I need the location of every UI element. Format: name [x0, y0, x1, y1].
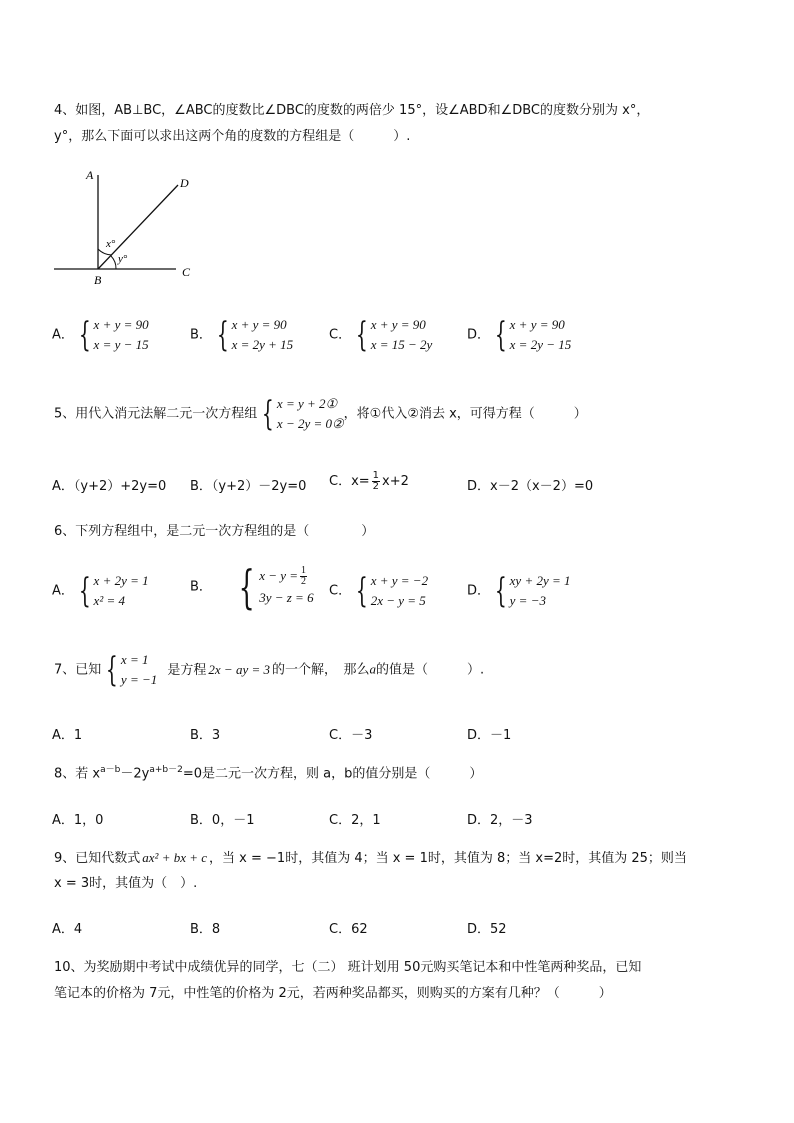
equation: x = 2y − 15 [509, 337, 572, 353]
q7-text: 的一个解， 那么 [272, 662, 370, 678]
equation-part: x − y = [259, 567, 299, 583]
q7-option-d[interactable]: D．－1 [467, 728, 512, 743]
q6-option-a[interactable]: A． { x + 2y = 1 x² = 4 [52, 571, 149, 612]
q5-option-a[interactable]: A．（y+2）+2y=0 [52, 479, 167, 494]
q7-option-c[interactable]: C．－3 [329, 728, 373, 743]
label-A: A [86, 168, 94, 182]
equation: xy + 2y = 1 [509, 573, 571, 588]
q4-stem-line1: 4、如图，AB⊥BC，∠ABC的度数比∠DBC的度数的两倍少 15°，设∠ABD和∠DBC的度数分别为 x°， [54, 103, 650, 118]
q7-option-b[interactable]: B．3 [190, 728, 221, 743]
equation: x + y = 90 [370, 317, 426, 332]
q8-text: 8、若 x [54, 766, 101, 782]
equation [259, 566, 313, 588]
q5-option-c[interactable] [329, 470, 409, 493]
fraction-denominator: 2 [372, 481, 380, 492]
label-B: B [94, 273, 102, 287]
q6-option-d[interactable]: D． { xy + 2y = 1 y = −3 [467, 571, 571, 612]
equation: x + y = 90 [231, 317, 287, 332]
equation: x + y = −2 [370, 573, 429, 588]
q8-option-a[interactable]: A．1，0 [52, 813, 104, 828]
label-D: D [180, 176, 189, 190]
q8-text: －2y [120, 766, 150, 782]
q7-text: 是方程 [167, 662, 207, 678]
q5-stem: 5、用代入消元法解二元一次方程组 { x = y + 2① x − 2y = 0② ，将①代入②消去 x，可得方程（ ） [54, 394, 587, 435]
q8-option-d[interactable]: D．2，－3 [467, 813, 533, 828]
equation: x + y = 90 [509, 317, 565, 332]
q8-stem [54, 765, 482, 782]
exponent: a+b－2 [149, 765, 183, 775]
q9-stem-line1 [54, 850, 687, 867]
q5-option-d[interactable]: D．x－2（x－2）=0 [467, 479, 594, 494]
label-x: x° [106, 238, 116, 250]
option-label: C． [329, 583, 352, 599]
q9-stem-line2: x = 3时，其值为（ ）. [54, 876, 198, 891]
q4-angle-figure [50, 165, 210, 290]
equation: x + y = 90 [93, 317, 149, 332]
q5-option-b[interactable]: B．（y+2）－2y=0 [190, 479, 307, 494]
equation: x = 15 − 2y [370, 337, 433, 353]
equation: y = −1 [120, 672, 158, 688]
exponent: a－b [100, 765, 121, 775]
q9-option-a[interactable]: A．4 [52, 922, 83, 937]
q9-option-b[interactable]: B．8 [190, 922, 221, 937]
option-label: B． [190, 579, 212, 595]
q7-option-a[interactable]: A．1 [52, 728, 83, 743]
q8-text: =0是二元一次方程，则 a，b的值分别是（ ） [182, 766, 483, 782]
q9-option-c[interactable]: C．62 [329, 922, 368, 937]
equation: x − 2y = 0② [276, 416, 344, 432]
q6-option-c[interactable]: C． { x + y = −2 2x − y = 5 [329, 571, 429, 612]
option-label: A． [52, 327, 74, 343]
label-C: C [182, 265, 191, 279]
q7-stem: 7、已知 { x = 1 y = −1 是方程 2x − ay = 3 的一个解， 那么a的值是（ ）. [54, 650, 485, 691]
q7-text: 7、已知 [54, 662, 102, 678]
equation: x + 2y = 1 [93, 573, 149, 588]
q6-stem: 6、下列方程组中，是二元一次方程组的是（ ） [54, 524, 375, 539]
option-label: D． [467, 583, 491, 599]
option-text: x+2 [382, 474, 409, 489]
q7-text: 的值是（ ）. [376, 662, 485, 678]
option-label: B． [190, 327, 212, 343]
fraction-numerator: 1 [372, 469, 380, 481]
equation: x = y + 2① [276, 396, 338, 411]
q6-option-b[interactable]: B． { x − y = $\frac{1}{2}$ 3y − z = 6 [190, 560, 314, 614]
equation: x = y − 15 [93, 337, 149, 353]
expression: ax² + bx + c [142, 850, 208, 865]
q10-stem-line1: 10、为奖励期中考试中成绩优异的同学，七（二） 班计划用 50元购买笔记本和中性笔两种奖品，已知 [54, 960, 642, 975]
equation: 2x − ay = 3 [208, 661, 270, 677]
fraction-denominator: 2 [301, 576, 307, 588]
option-label: C． [329, 327, 352, 343]
option-label: A． [52, 583, 74, 599]
equation: x = 2y + 15 [231, 337, 294, 353]
q4-option-b[interactable]: B． { x + y = 90 x = 2y + 15 [190, 315, 294, 356]
q9-text: 9、已知代数式 [54, 851, 141, 866]
option-label: D． [467, 327, 491, 343]
fraction-numerator: 1 [301, 564, 307, 576]
q10-stem-line2: 笔记本的价格为 7元，中性笔的价格为 2元，若两种奖品都买，则购买的方案有几种？（ ） [54, 986, 612, 1001]
equation: x² = 4 [93, 593, 125, 609]
q5-text: 5、用代入消元法解二元一次方程组 [54, 406, 258, 422]
q5-text: ，将①代入②消去 x，可得方程（ ） [343, 406, 587, 422]
q8-option-b[interactable]: B．0，－1 [190, 813, 255, 828]
label-y: y° [118, 253, 128, 265]
q4-option-d[interactable]: D． { x + y = 90 x = 2y − 15 [467, 315, 572, 356]
variable: a [369, 661, 377, 677]
q9-text: ，当 x = −1时，其值为 4；当 x = 1时，其值为 8；当 x=2时，其值为 25；则当 [209, 851, 687, 866]
equation: 2x − y = 5 [370, 593, 426, 609]
equation: y = −3 [509, 593, 546, 609]
q4-option-a[interactable]: A． { x + y = 90 x = y − 15 [52, 315, 149, 356]
q4-stem-line2: y°，那么下面可以求出这两个角的度数的方程组是（ ）. [54, 129, 411, 144]
q9-option-d[interactable]: D．52 [467, 922, 507, 937]
equation: 3y − z = 6 [259, 589, 314, 605]
equation: x = 1 [120, 652, 149, 667]
q4-option-c[interactable]: C． { x + y = 90 x = 15 − 2y [329, 315, 433, 356]
option-text: C．x= [329, 474, 370, 489]
q8-option-c[interactable]: C．2，1 [329, 813, 381, 828]
